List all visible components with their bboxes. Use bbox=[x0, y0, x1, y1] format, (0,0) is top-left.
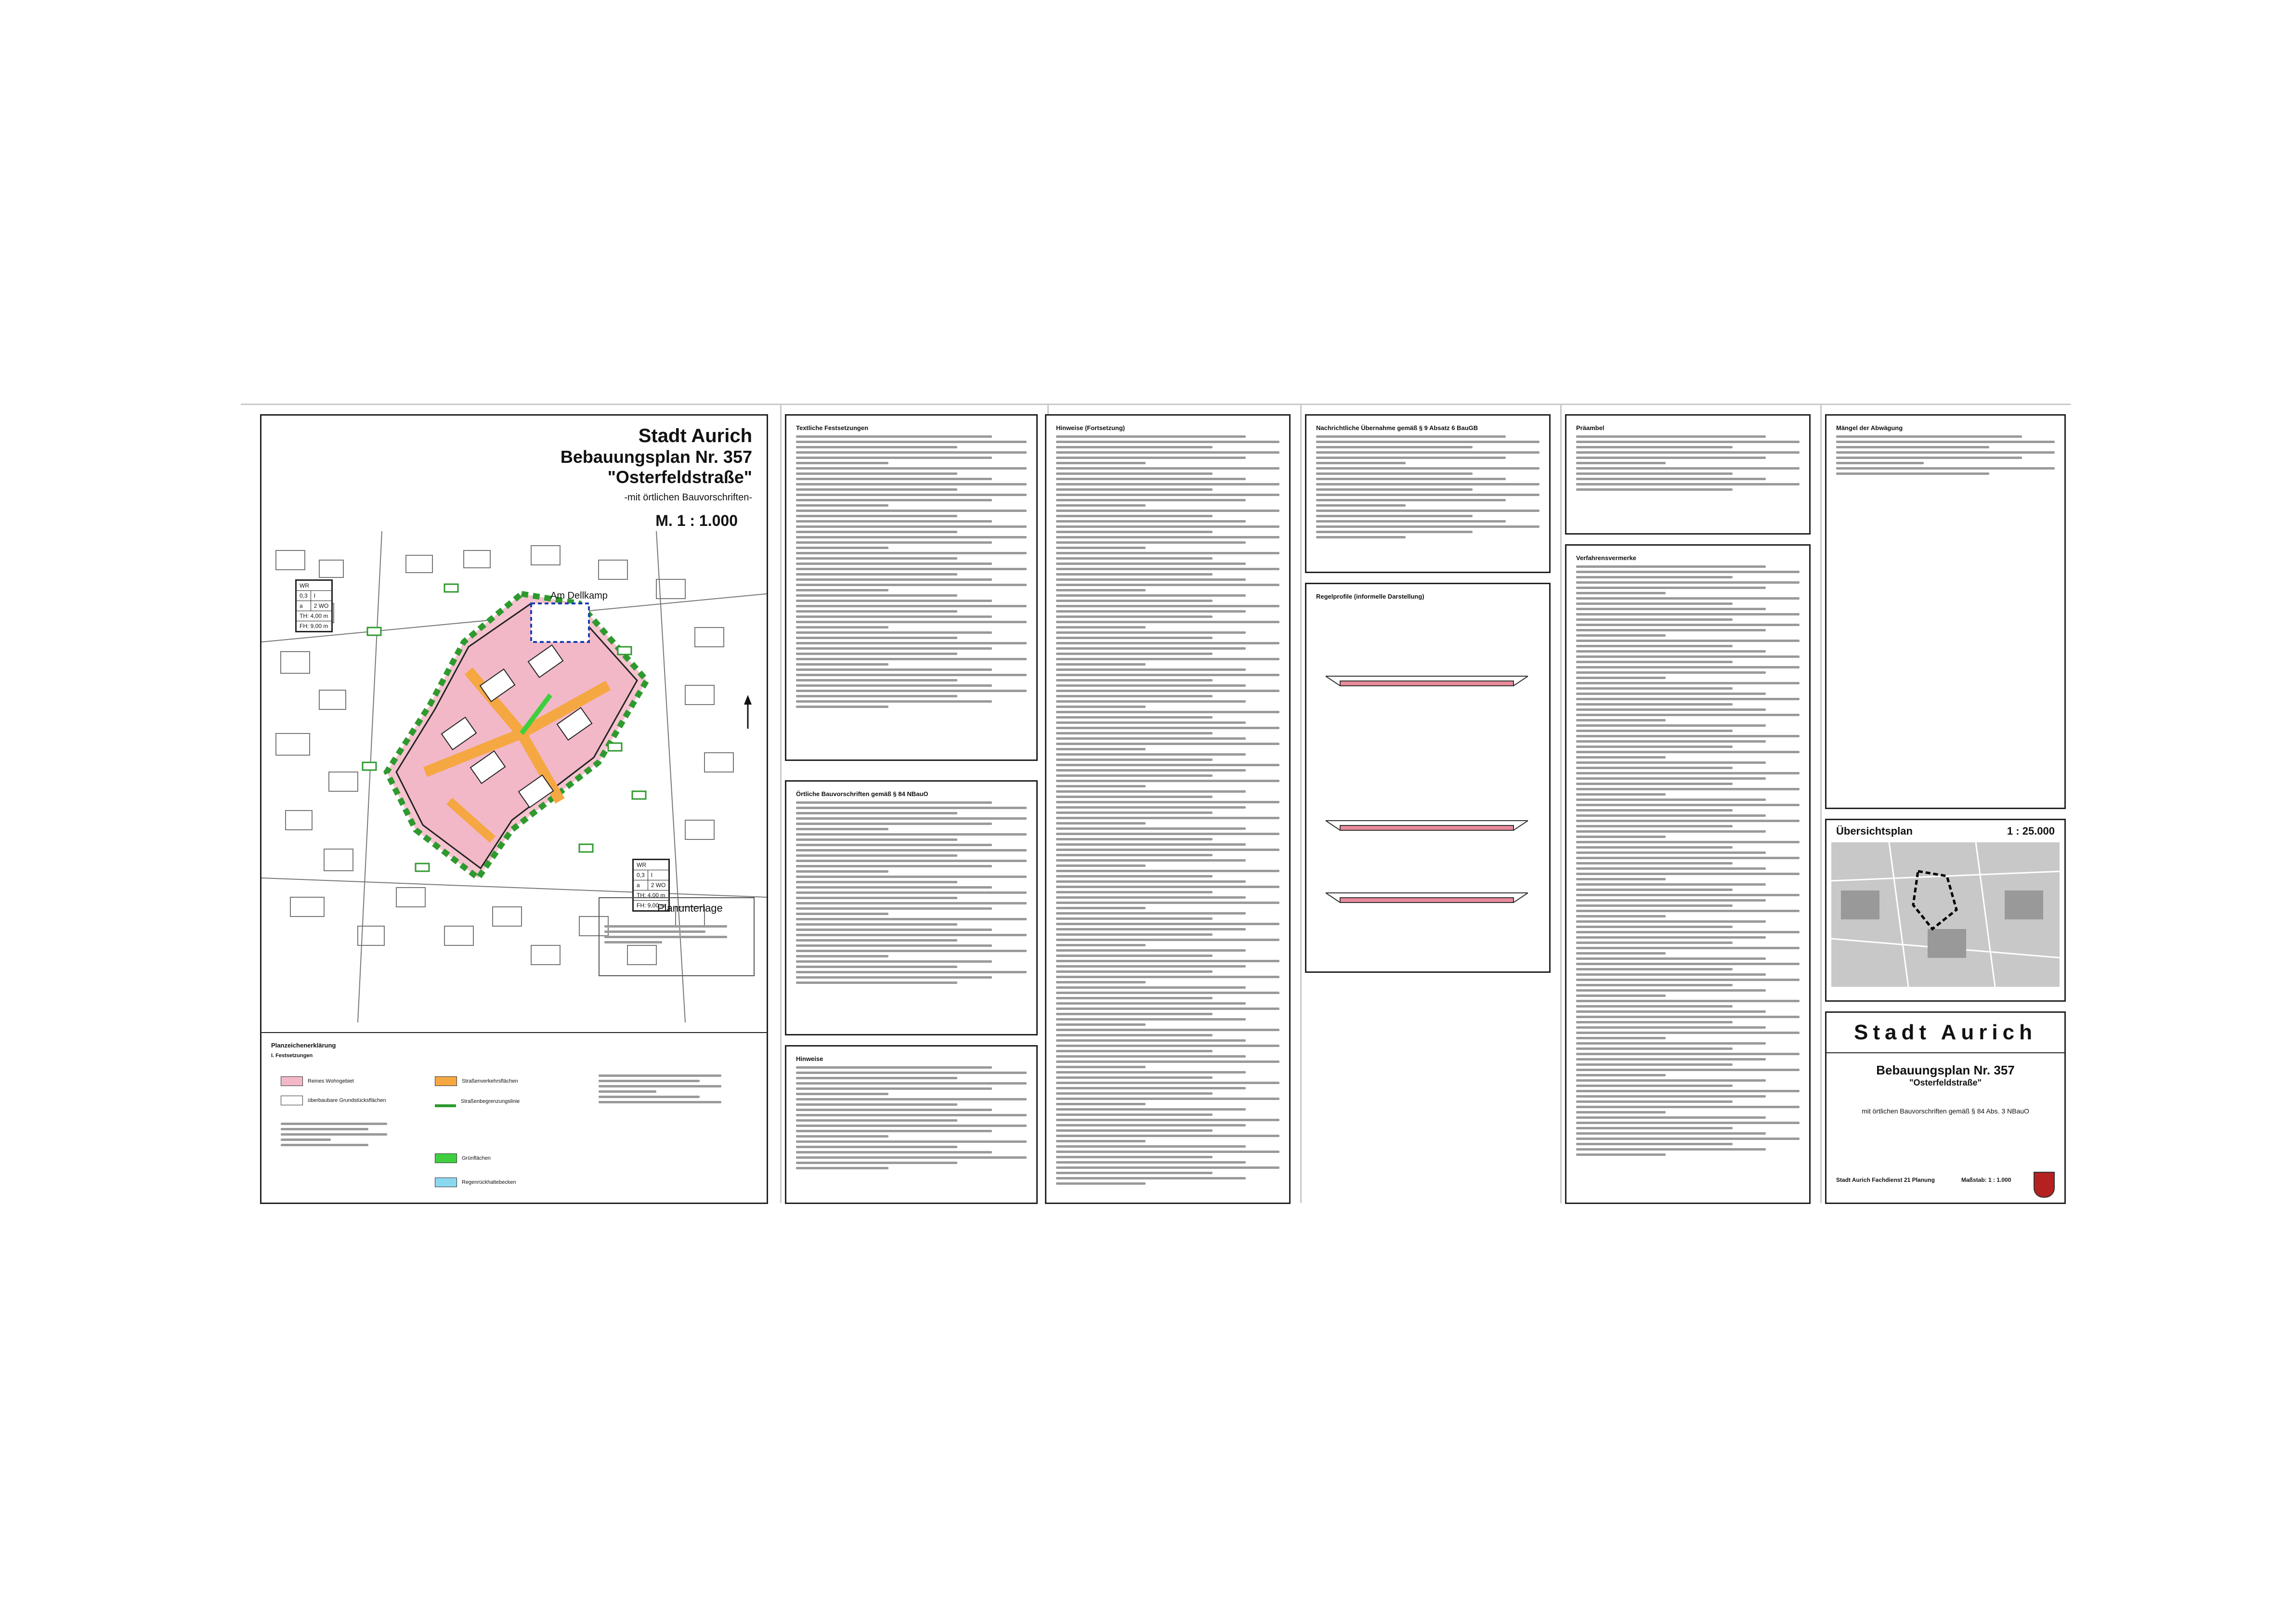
legend bbox=[261, 1032, 767, 1204]
plan-title: Bebauungsplan Nr. 357 bbox=[560, 447, 752, 467]
wr-cell: 0,3 bbox=[634, 870, 648, 880]
wr-label: WR bbox=[297, 581, 332, 591]
overview-map bbox=[1831, 842, 2060, 987]
panel-heading: Hinweise bbox=[796, 1055, 823, 1062]
title-office: Stadt Aurich Fachdienst 21 Planung bbox=[1836, 1177, 1935, 1183]
panel-heading: Hinweise (Fortsetzung) bbox=[1056, 424, 1125, 432]
maengel-panel bbox=[1825, 414, 2066, 809]
hinweise-fortsetzung-panel bbox=[1045, 414, 1291, 1204]
sheet-top-line bbox=[241, 404, 2071, 405]
title-name: "Osterfeldstraße" bbox=[1909, 1078, 1982, 1087]
title-block-panel bbox=[1825, 1011, 2066, 1204]
wr-cell: TH: 4,00 m bbox=[297, 611, 332, 621]
title-city: Stadt Aurich bbox=[1826, 1013, 2064, 1053]
legend-item: Regenrückhaltebecken bbox=[435, 1178, 516, 1187]
wr-cell: 0,3 bbox=[297, 591, 311, 601]
regelprofile-drawing bbox=[1306, 604, 1549, 960]
panel-heading: Regelprofile (informelle Darstellung) bbox=[1316, 593, 1424, 600]
planunterlage-label: Planunterlage bbox=[657, 902, 723, 914]
wr-cell: a bbox=[297, 601, 311, 611]
wr-cell: TH: 4,00 m bbox=[634, 890, 669, 901]
regelprofile-panel bbox=[1305, 583, 1551, 973]
wr-cell: I bbox=[648, 870, 669, 880]
legend-title: Planzeichenerklärung bbox=[271, 1042, 336, 1049]
panel-heading: Verfahrensvermerke bbox=[1576, 554, 1637, 562]
legend-swatch bbox=[435, 1096, 456, 1107]
fold-line bbox=[1820, 404, 1822, 1203]
wr-label: WR bbox=[634, 860, 669, 870]
hinweise-panel bbox=[785, 1045, 1038, 1204]
panel-heading: Textliche Festsetzungen bbox=[796, 424, 869, 432]
plan-title-block bbox=[561, 425, 752, 503]
overview-scale: 1 : 25.000 bbox=[2007, 825, 2055, 837]
legend-item: Grünflächen bbox=[435, 1153, 491, 1163]
title-note: mit örtlichen Bauvorschriften gemäß § 84 Abs. 3 NBauO bbox=[1862, 1107, 2029, 1115]
plan-scale: M. 1 : 1.000 bbox=[655, 512, 738, 529]
city-coat-of-arms-icon bbox=[2034, 1172, 2055, 1198]
legend-swatch bbox=[281, 1076, 303, 1086]
textliche-festsetzungen-panel bbox=[785, 414, 1038, 761]
fold-line bbox=[1560, 404, 1562, 1203]
nachrichtliche-uebernahme-panel bbox=[1305, 414, 1551, 573]
praeambel-panel bbox=[1565, 414, 1811, 535]
wr-cell: 2 WO bbox=[311, 601, 332, 611]
fold-line bbox=[780, 404, 782, 1203]
wr-cell: FH: 9,00 m bbox=[297, 621, 332, 631]
wr-cell: 2 WO bbox=[648, 880, 669, 890]
legend-swatch bbox=[281, 1096, 303, 1105]
panel-heading: Präambel bbox=[1576, 424, 1605, 432]
legend-item: Straßenverkehrsflächen bbox=[435, 1076, 518, 1086]
wr-table-1 bbox=[295, 579, 333, 632]
legend-item: überbaubare Grundstücksflächen bbox=[281, 1096, 386, 1105]
planunterlage-box bbox=[599, 897, 755, 976]
legend-swatch bbox=[435, 1076, 457, 1086]
panel-heading: Örtliche Bauvorschriften gemäß § 84 NBauO bbox=[796, 790, 928, 798]
title-plan: Bebauungsplan Nr. 357 bbox=[1876, 1063, 2015, 1077]
verfahrensvermerke-panel bbox=[1565, 544, 1811, 1204]
overview-title: Übersichtsplan bbox=[1836, 825, 1913, 837]
plan-name: "Osterfeldstraße" bbox=[607, 467, 752, 487]
plan-subtitle: -mit örtlichen Bauvorschriften- bbox=[624, 492, 752, 503]
panel-heading: Nachrichtliche Übernahme gemäß § 9 Absatz 6 BauGB bbox=[1316, 424, 1478, 432]
wr-cell: I bbox=[311, 591, 332, 601]
legend-subtitle: I. Festsetzungen bbox=[271, 1053, 313, 1059]
legend-swatch bbox=[435, 1153, 457, 1163]
uebersichtsplan-panel bbox=[1825, 819, 2066, 1002]
oertliche-bauvorschriften-panel bbox=[785, 780, 1038, 1035]
title-scale-note: Maßstab: 1 : 1.000 bbox=[1961, 1177, 2011, 1183]
street-label: Am Dellkamp bbox=[550, 590, 608, 601]
legend-swatch bbox=[435, 1178, 457, 1187]
legend-item: Reines Wohngebiet bbox=[281, 1076, 354, 1086]
legend-item: Straßenbegrenzungslinie bbox=[435, 1096, 520, 1107]
plan-map-panel bbox=[260, 414, 768, 1204]
fold-line bbox=[1300, 404, 1302, 1203]
city-title: Stadt Aurich bbox=[638, 425, 752, 446]
wr-cell: FH: 9,00 m bbox=[634, 901, 669, 911]
panel-heading: Mängel der Abwägung bbox=[1836, 424, 1903, 432]
wr-cell: a bbox=[634, 880, 648, 890]
